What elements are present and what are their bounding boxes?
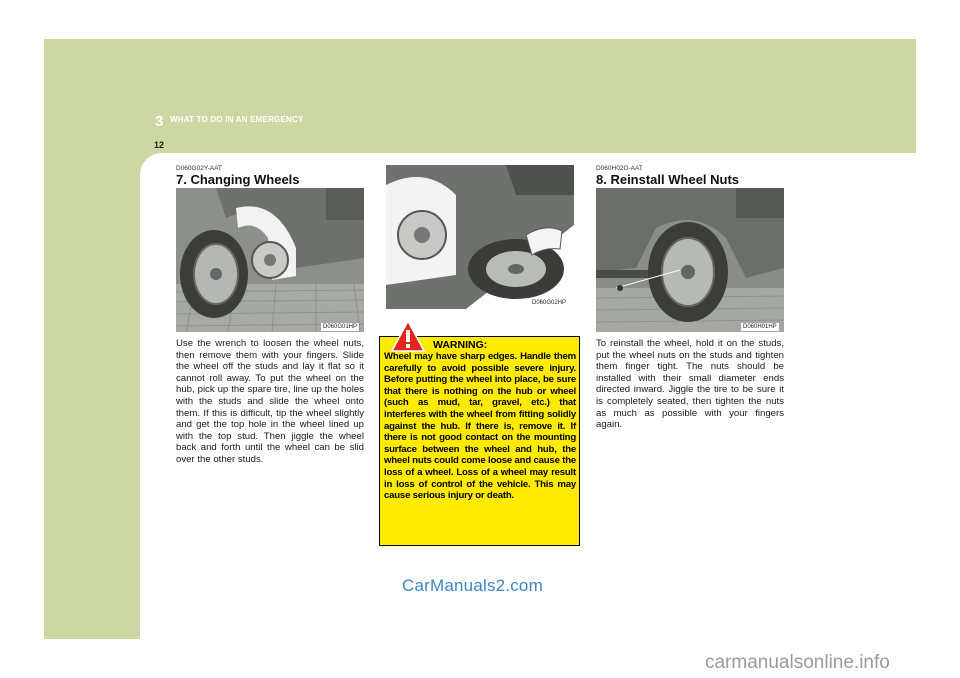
spare-tire-illustration [386, 165, 574, 309]
section-heading: 8. Reinstall Wheel Nuts [596, 172, 740, 187]
reinstall-wheel-illustration [596, 188, 784, 332]
section-heading: 7. Changing Wheels [176, 172, 300, 187]
figure-label: D060H01HP [743, 324, 777, 330]
warning-triangle-icon [391, 320, 425, 352]
warning-text: Wheel may have sharp edges. Handle them carefully to avoid possible severe injury. Before putting the wheel into place, be sure that there is nothing on the hub or wheel (such as mud, tar, gravel, etc.) that interferes with the wheel from fitting solidly against the hub. If there is, remove it. If there is not good contact on the mounting surface between the wheel and hub, the wheel nuts could come loose and cause the loss of a wheel. Loss of a wheel may result in loss of control of the vehicle. This may cause serious injury or death. [384, 351, 576, 502]
page-number: 12 [154, 140, 165, 150]
section-code: D060G02Y-AAT [176, 165, 222, 172]
figure-label: D060G01HP [323, 324, 358, 330]
site-footer: carmanualsonline.info [705, 652, 890, 673]
section-code: D060H02O-AAT [596, 165, 643, 172]
changing-wheels-illustration [176, 188, 364, 332]
warning-title: WARNING: [433, 339, 488, 351]
watermark: CarManuals2.com [402, 576, 543, 595]
body-paragraph: Use the wrench to loosen the wheel nuts, then remove them with your fingers. Slide the wheel off the studs and lay it flat so it cannot roll away. To put the wheel on the hub, pick up the spare tire, line up the holes with the studs and slide the wheel onto them. If this is difficult, tip the wheel slightly and get the top hole in the wheel lined up with the top stud. Then jiggle the wheel back and forth until the wheel can be slid over the other studs. [176, 338, 364, 465]
chapter-number: 3 [155, 113, 164, 130]
figure-label: D060G02HP [532, 300, 567, 306]
chapter-title: WHAT TO DO IN AN EMERGENCY [170, 115, 304, 124]
body-paragraph: To reinstall the wheel, hold it on the studs, put the wheel nuts on the studs and tighten them finger tight. The nuts should be installed with their small diameter ends directed inward. Jiggle the tire to be sure it is completely seated, then tighten the nuts as much as possible with your fingers again. [596, 338, 784, 431]
